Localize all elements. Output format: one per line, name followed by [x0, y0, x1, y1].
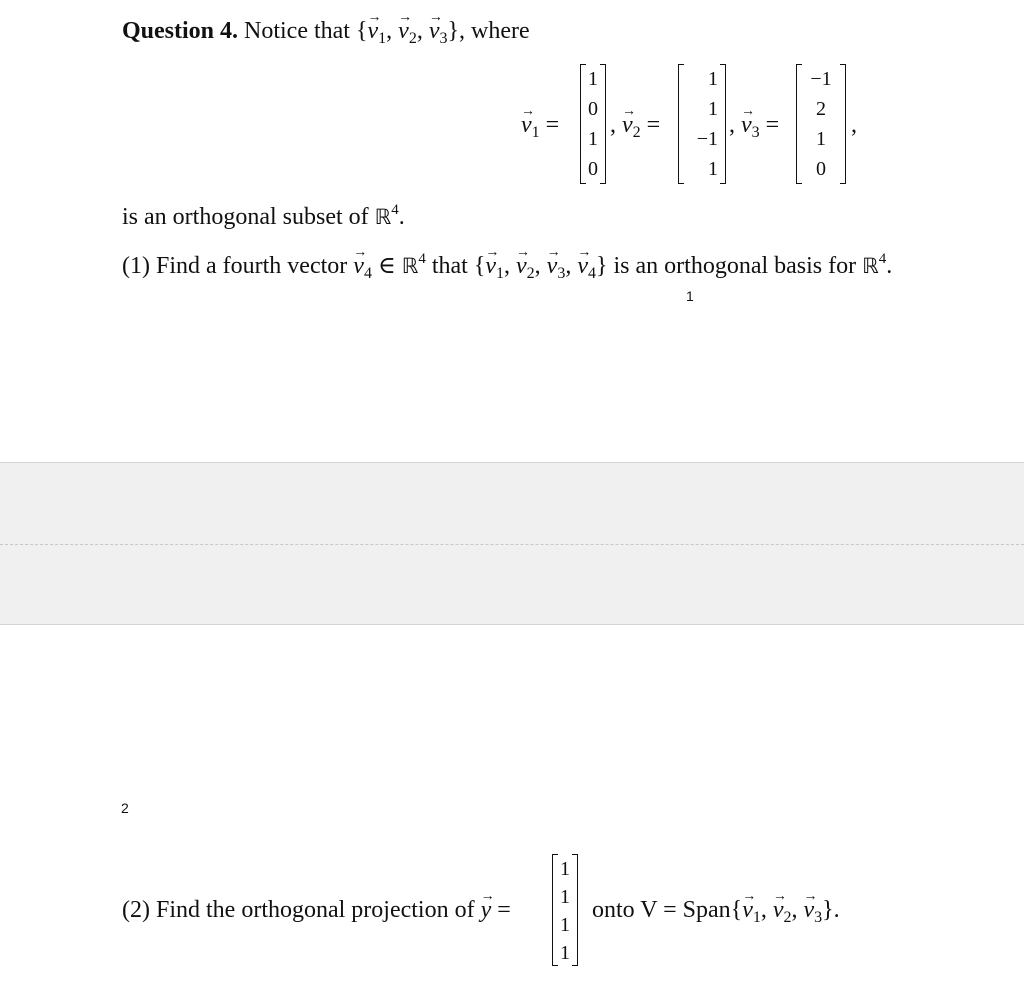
matrix-entry: 1 — [588, 68, 598, 90]
v1-symbol: → v — [368, 16, 379, 46]
v2-matrix — [678, 64, 726, 184]
matrix-entry: 1 — [560, 914, 570, 936]
matrix-entry: 1 — [816, 128, 826, 150]
matrix-entry: 2 — [816, 98, 826, 120]
y-matrix — [552, 854, 578, 966]
v2-lhs: , → $v_2$ = — [610, 110, 660, 140]
page-number-1: 1 — [686, 288, 694, 304]
matrix-entry: −1 — [696, 128, 718, 150]
page-separator — [0, 462, 1024, 625]
matrix-entry: −1 — [810, 68, 832, 90]
matrix-entry: 1 — [560, 858, 570, 880]
v2-symbol: → v — [398, 16, 409, 46]
part1-line: (1) Find a fourth vector → $v_4$ ∈ ℝ$^4$ that {→ $v_1$, → $v_2$, → $v_3$, → $v_4$} is an orthogonal basis for ℝ$^4$. — [122, 251, 892, 281]
display-trailing-comma: , — [851, 112, 857, 138]
question-heading: Question 4. Notice that {→ $v_1$, → $v_2$, → $v_3$}, where — [122, 16, 530, 46]
matrix-entry: 0 — [588, 158, 598, 180]
part2-prefix: (2) Find the orthogonal projection of → y = — [122, 895, 511, 925]
page-number-2: 2 — [121, 800, 129, 816]
intro-suffix: }, where — [447, 18, 530, 44]
page-divider-line — [0, 544, 1024, 545]
intro-prefix: Notice that { — [244, 18, 368, 44]
matrix-entry: 1 — [588, 128, 598, 150]
matrix-entry: 1 — [560, 942, 570, 964]
v1-lhs: → $v_1$ = — [521, 110, 559, 140]
matrix-entry: 1 — [708, 158, 718, 180]
statement-line: is an orthogonal subset of ℝ$^4$. — [122, 202, 405, 230]
matrix-entry: 1 — [560, 886, 570, 908]
v3-matrix — [796, 64, 846, 184]
v3-lhs: , → $v_3$ = — [729, 110, 779, 140]
matrix-entry: 0 — [816, 158, 826, 180]
matrix-entry: 1 — [708, 98, 718, 120]
v1-matrix — [580, 64, 606, 184]
v3-symbol: → v — [429, 16, 440, 46]
matrix-entry: 1 — [708, 68, 718, 90]
part2-suffix: onto V = Span{→ $v_1$, → $v_2$, → $v_3$}. — [592, 895, 840, 925]
question-title: Question 4. — [122, 18, 239, 44]
matrix-entry: 0 — [588, 98, 598, 120]
